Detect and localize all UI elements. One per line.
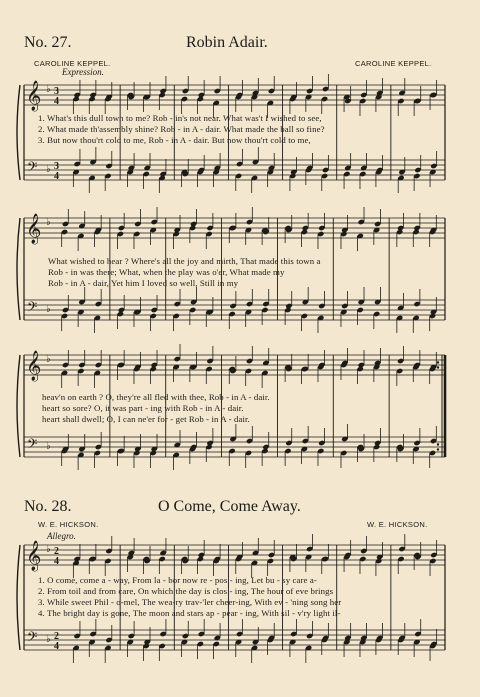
lyric-line: heart shall dwell; O, I can ne'er for - get Rob - in A - dair.: [42, 414, 250, 424]
repeat-dot: [437, 448, 439, 450]
hymn-number: No. 28.: [24, 498, 72, 515]
treble-clef-icon: 𝄞: [26, 351, 42, 381]
lyric-line: 3. While sweet Phil - o-mel, The wea-ry trav-'ler cheer-ing, With ev - 'ning song her: [38, 597, 342, 607]
treble-clef-icon: 𝄞: [26, 541, 42, 571]
bass-clef-icon: 𝄢: [27, 436, 38, 455]
composer-right: CAROLINE KEPPEL.: [355, 59, 432, 68]
lyric-line: Rob - in A - dair, Yet him I loved so well, Still in my: [48, 278, 239, 288]
bass-clef-icon: 𝄢: [27, 159, 38, 178]
hymn-title: Robin Adair.: [186, 34, 268, 51]
repeat-dot: [437, 361, 439, 363]
flat-icon: ♭: [46, 354, 51, 365]
lyric-line: 3. But now thou'rt cold to me, Rob - in A - dair. But now thou'rt cold to me,: [38, 135, 311, 145]
treble-clef-icon: 𝄞: [26, 214, 42, 244]
flat-icon: ♭: [46, 84, 51, 95]
composer-left: CAROLINE KEPPEL.: [34, 59, 111, 68]
lyric-line: 2. What made th'assembly shine? Rob - in A - dair. What made the ball so fine?: [38, 124, 325, 134]
lyric-line: 4. The bright day is gone, The moon and stars ap - pear - ing, With sil - v'ry light il-: [38, 608, 341, 618]
hymn-number: No. 27.: [24, 34, 72, 51]
time-signature: 4: [54, 171, 59, 182]
lyric-line: 2. From toil and from care, On which the day is clos - ing, The hour of eve brings: [38, 586, 334, 596]
time-signature: 4: [54, 556, 59, 567]
flat-icon: ♭: [46, 304, 51, 315]
time-signature: 3: [54, 161, 59, 172]
tempo-marking: Expression.: [62, 67, 104, 77]
bass-clef-icon: 𝄢: [27, 299, 38, 318]
time-signature: 2: [54, 546, 59, 557]
lyric-line: What wished to hear ? Where's all the joy and mirth, That made this town a: [48, 256, 321, 266]
lyric-line: heav'n on earth ? O, they're all fled with thee, Rob - in A - dair.: [42, 392, 270, 402]
flat-icon: ♭: [46, 217, 51, 228]
time-signature: 4: [54, 96, 59, 107]
flat-icon: ♭: [46, 634, 51, 645]
repeat-dot: [437, 366, 439, 368]
brace: [17, 218, 20, 320]
time-signature: 3: [54, 86, 59, 97]
brace: [17, 545, 20, 650]
brace: [17, 355, 20, 457]
treble-clef-icon: 𝄞: [26, 81, 42, 111]
lyric-line: 1. O come, come a - way, From la - bor now re - pos - ing, Let bu - sy care a-: [38, 575, 317, 585]
composer-left: W. E. HICKSON.: [38, 520, 99, 529]
tempo-marking: Allegro.: [47, 531, 76, 541]
flat-icon: ♭: [46, 164, 51, 175]
time-signature: 2: [54, 631, 59, 642]
composer-right: W. E. HICKSON.: [367, 520, 428, 529]
lyric-line: 1. What's this dull town to me? Rob - in's not near. What was't I wished to see,: [38, 113, 322, 123]
bass-clef-icon: 𝄢: [27, 629, 38, 648]
flat-icon: ♭: [46, 544, 51, 555]
time-signature: 4: [54, 641, 59, 652]
repeat-dot: [437, 443, 439, 445]
lyric-line: Rob - in was there; What, when the play was o'er, What made my: [48, 267, 285, 277]
flat-icon: ♭: [46, 441, 51, 452]
lyric-line: heart so sore? O, it was part - ing with Rob - in A - dair.: [42, 403, 244, 413]
hymn-title: O Come, Come Away.: [158, 498, 301, 515]
brace: [17, 85, 20, 180]
